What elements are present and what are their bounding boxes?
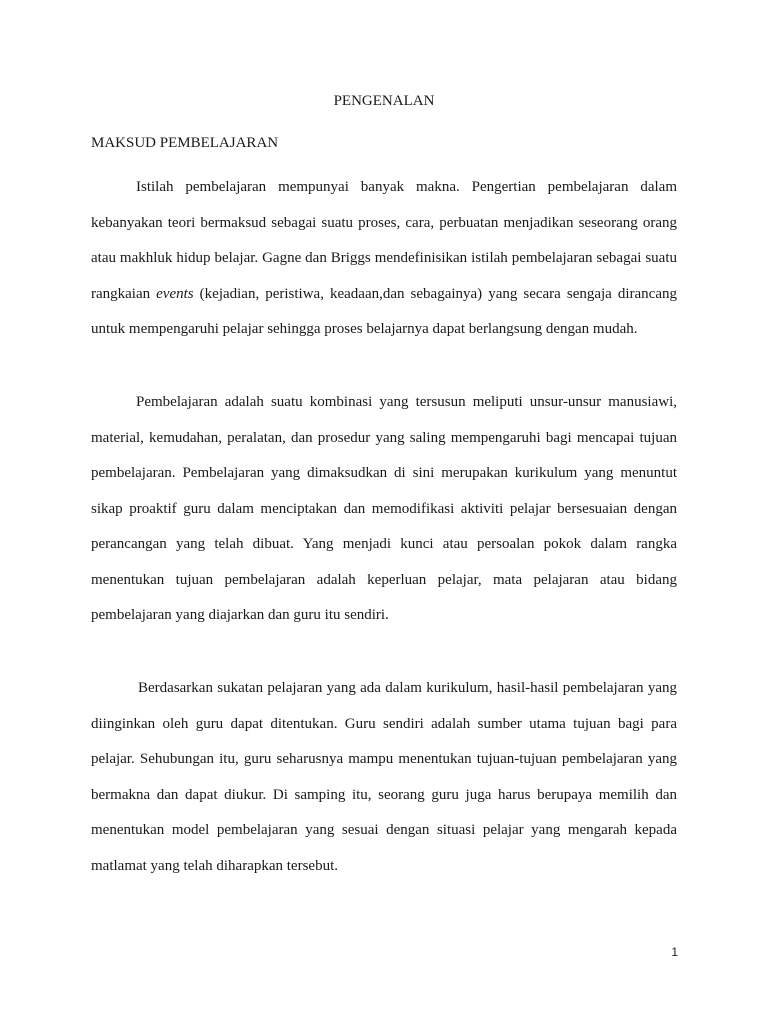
section-heading: MAKSUD PEMBELAJARAN: [91, 135, 279, 151]
paragraph-line: menentukan model pembelajaran yang sesuai dengan situasi pelajar yang mengarah kepada: [91, 822, 677, 838]
paragraph-line: diinginkan oleh guru dapat ditentukan. Guru sendiri adalah sumber utama tujuan bagi para: [91, 715, 677, 732]
page-number: 1: [671, 945, 678, 959]
paragraph-line: kebanyakan teori bermaksud sebagai suatu proses, cara, perbuatan menjadikan seseorang orang: [91, 214, 677, 231]
emphasized-term: events: [156, 285, 194, 302]
paragraph-text: (kejadian, peristiwa, keadaan,dan sebagainya) yang secara sengaja dirancang: [193, 285, 677, 302]
paragraph-line: Berdasarkan sukatan pelajaran yang ada dalam kurikulum, hasil-hasil pembelajaran yang: [138, 680, 677, 696]
paragraph-line: material, kemudahan, peralatan, dan prosedur yang saling mempengaruhi bagi mencapai tujuan: [91, 429, 677, 446]
paragraph-line: sikap proaktif guru dalam menciptakan dan memodifikasi aktiviti pelajar bersesuaian dengan: [91, 500, 677, 517]
paragraph-line: perancangan yang telah dibuat. Yang menjadi kunci atau persoalan pokok dalam rangka: [91, 536, 677, 552]
paragraph-line: bermakna dan dapat diukur. Di samping itu, seorang guru juga harus berupaya memilih dan: [91, 786, 677, 803]
paragraph-line: pembelajaran yang diajarkan dan guru itu sendiri.: [91, 607, 389, 623]
document-title: PENGENALAN: [333, 93, 435, 109]
paragraph-line: pembelajaran. Pembelajaran yang dimaksudkan di sini merupakan kurikulum yang menuntut: [91, 465, 677, 481]
paragraph-line: Istilah pembelajaran mempunyai banyak makna. Pengertian pembelajaran dalam: [136, 179, 677, 195]
paragraph-line: Pembelajaran adalah suatu kombinasi yang tersusun meliputi unsur-unsur manusiawi,: [136, 394, 677, 410]
paragraph-line: atau makhluk hidup belajar. Gagne dan Briggs mendefinisikan istilah pembelajaran sebagai suatu: [91, 250, 677, 266]
paragraph-line: menentukan tujuan pembelajaran adalah keperluan pelajar, mata pelajaran atau bidang: [91, 571, 677, 588]
paragraph-text: rangkaian: [91, 285, 157, 302]
paragraph-line: pelajar. Sehubungan itu, guru seharusnya mampu menentukan tujuan-tujuan pembelajaran yang: [91, 751, 677, 767]
paragraph-line: untuk mempengaruhi pelajar sehingga proses belajarnya dapat berlangsung dengan mudah.: [91, 321, 638, 337]
paragraph-line: matlamat yang telah diharapkan tersebut.: [91, 857, 338, 874]
paragraph-line: [91, 277, 677, 313]
paragraph-1: [91, 170, 677, 348]
paragraph-2: [91, 385, 677, 634]
paragraph-3: [91, 671, 677, 884]
